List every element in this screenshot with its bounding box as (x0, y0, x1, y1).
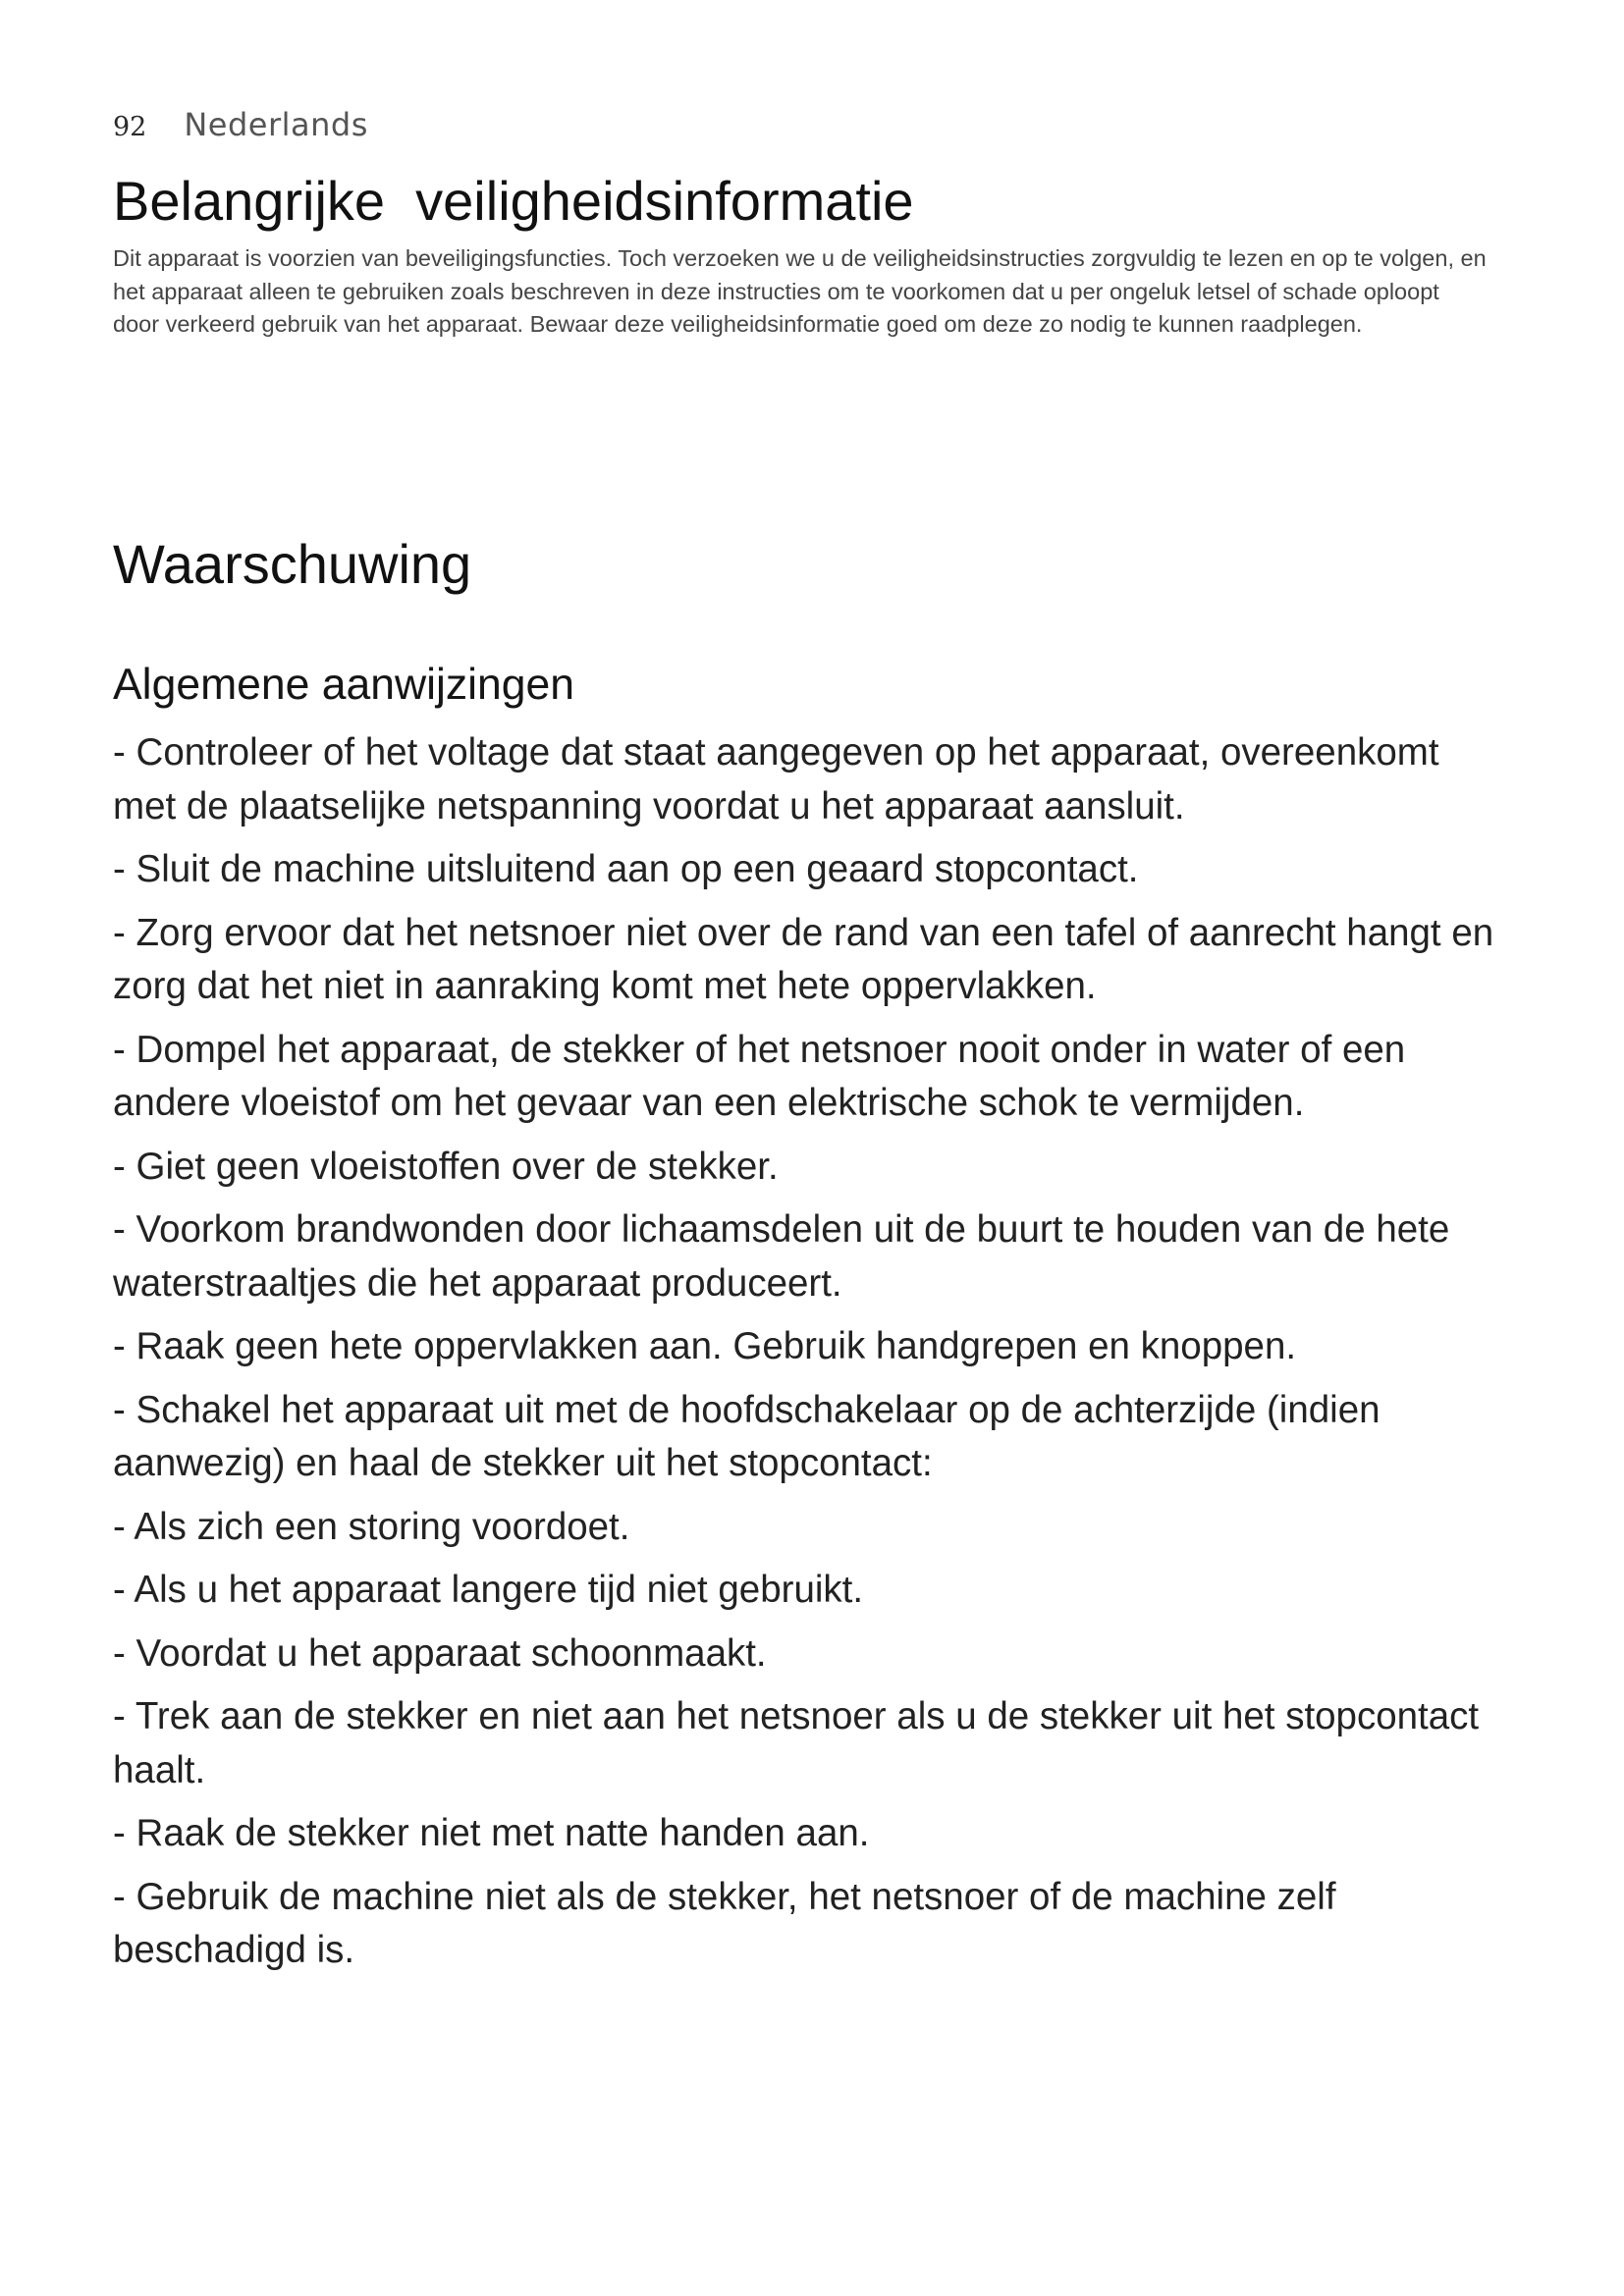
list-item: - Sluit de machine uitsluitend aan op een geaard stopcontact. (113, 848, 1139, 890)
list-item: - Zorg ervoor dat het netsnoer niet over de rand van een tafel of aanrecht hangt en zorg dat het niet in aanraking komt met hete oppervlakken. (113, 911, 1494, 1007)
instruction-list (113, 726, 1507, 1988)
warning-heading: Waarschuwing (113, 533, 472, 595)
page-header (113, 106, 368, 145)
list-item: - Gebruik de machine niet als de stekker, het netsnoer of de machine zelf beschadigd is. (113, 1875, 1336, 1971)
list-item: - Als u het apparaat langere tijd niet gebruikt. (113, 1569, 864, 1611)
page-title: Belangrijke veiligheidsinformatie (113, 170, 914, 232)
list-item: - Als zich een storing voordoet. (113, 1505, 630, 1548)
list-item: - Trek aan de stekker en niet aan het netsnoer als u de stekker uit het stopcontact haalt. (113, 1695, 1480, 1791)
section-heading: Algemene aanwijzingen (113, 661, 575, 709)
list-item: - Raak geen hete oppervlakken aan. Gebruik handgrepen en knoppen. (113, 1325, 1297, 1367)
list-item: - Schakel het apparaat uit met de hoofdschakelaar op de achterzijde (indien aanwezig) en haal de stekker uit het stopcontact: (113, 1388, 1380, 1484)
list-item: - Giet geen vloeistoffen over de stekker. (113, 1145, 779, 1188)
language-label: Nederlands (184, 106, 368, 143)
list-item: - Voordat u het apparaat schoonmaakt. (113, 1631, 767, 1675)
list-item: - Raak de stekker niet met natte handen aan. (113, 1812, 870, 1854)
intro-paragraph: Dit apparaat is voorzien van beveiligingsfuncties. Toch verzoeken we u de veiligheidsinstructies zorgvuldig te lezen en op te volgen, en het apparaat alleen te gebruiken zoals beschreven in deze instructies om te voorkomen dat u per ongeluk letsel of schade oploopt door verkeerd gebruik van het apparaat. Bewaar deze veiligheidsinformatie goed om deze zo nodig te kunnen raadplegen. (113, 245, 1487, 337)
list-item: - Controleer of het voltage dat staat aangegeven op het apparaat, overeenkomt met de plaatselijke netspanning voordat u het apparaat aansluit. (113, 731, 1439, 828)
list-item: - Dompel het apparaat, de stekker of het netsnoer nooit onder in water of een andere vloeistof om het gevaar van een elektrische schok te vermijden. (113, 1028, 1406, 1124)
page-number: 92 (113, 112, 147, 142)
list-item: - Voorkom brandwonden door lichaamsdelen uit de buurt te houden van de hete waterstraaltjes die het apparaat produceert. (113, 1208, 1450, 1305)
